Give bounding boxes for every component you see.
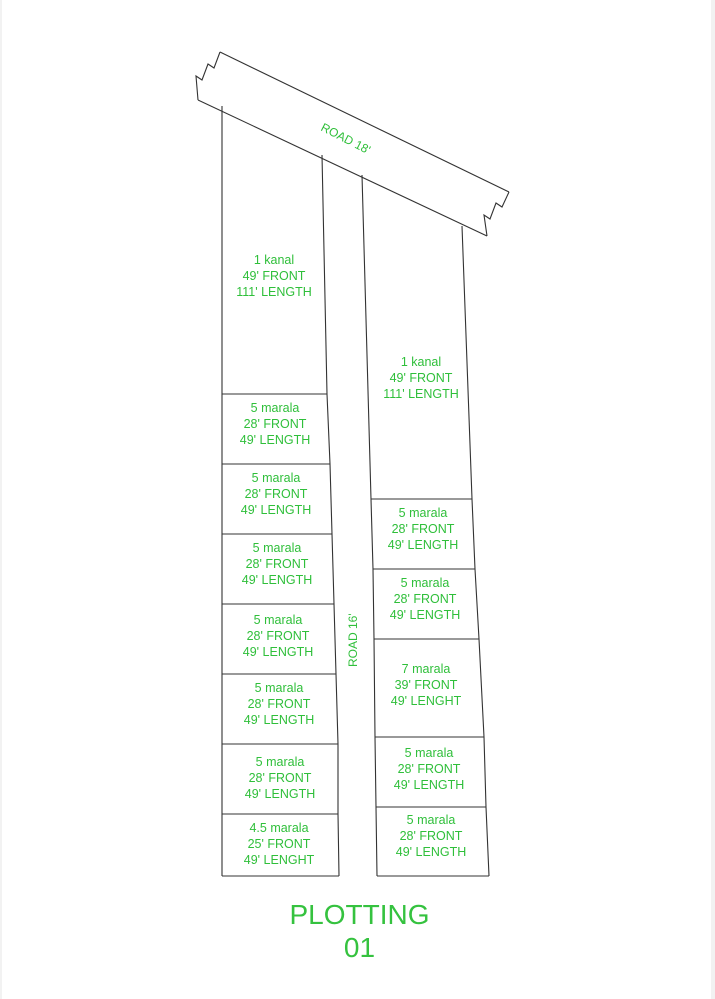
plot-size: 5 marala (398, 506, 448, 520)
plot-label (391, 662, 462, 708)
plot-front: 25' FRONT (247, 837, 311, 851)
plot-front: 28' FRONT (247, 697, 311, 711)
drawing-sheet (2, 0, 711, 999)
plot-front: 49' FRONT (389, 371, 453, 385)
plot-label (240, 401, 310, 447)
plot-front: 28' FRONT (393, 592, 457, 606)
plot-front: 49' FRONT (242, 269, 306, 283)
plot-label (390, 576, 460, 622)
plot-length: 49' LENGTH (387, 538, 459, 552)
right-plot-labels (383, 355, 466, 859)
side-road-label: ROAD 16' (346, 613, 360, 667)
plot-size: 5 marala (252, 541, 302, 555)
plot-front: 28' FRONT (391, 522, 455, 536)
plot-length: 49' LENGTH (244, 787, 316, 801)
plot-size: 5 marala (255, 755, 305, 769)
plot-label (394, 746, 464, 792)
plot-length: 49' LENGTH (239, 433, 311, 447)
plot-label (244, 821, 315, 867)
plot-length: 49' LENGTH (393, 778, 465, 792)
plot-front: 28' FRONT (248, 771, 312, 785)
plot-size: 5 marala (253, 613, 303, 627)
plot-label (388, 506, 458, 552)
plot-length: 49' LENGTH (389, 608, 461, 622)
plot-label (396, 813, 466, 859)
plot-label (241, 471, 311, 517)
plot-size: 5 marala (404, 746, 454, 760)
road-break-right (484, 192, 509, 236)
plot-size: 5 marala (400, 576, 450, 590)
plot-size: 7 marala (401, 662, 451, 676)
plot-plan-drawing (2, 0, 715, 999)
plot-size: 5 marala (250, 401, 300, 415)
plot-size: 1 kanal (400, 355, 442, 369)
plot-length: 111' LENGTH (236, 285, 312, 299)
plot-label (245, 755, 315, 801)
plot-length: 111' LENGTH (383, 387, 459, 401)
left-plot-labels (236, 253, 315, 867)
plot-front: 28' FRONT (397, 762, 461, 776)
main-road-top-edge (220, 52, 509, 192)
plot-length: 49' LENGTH (240, 503, 312, 517)
main-road (196, 52, 509, 236)
plot-front: 28' FRONT (245, 557, 309, 571)
plot-length: 49' LENGHT (243, 853, 315, 867)
plot-label (242, 541, 312, 587)
plot-size: 5 marala (254, 681, 304, 695)
plot-front: 39' FRONT (394, 678, 458, 692)
plot-length: 49' LENGTH (243, 713, 315, 727)
plot-label (244, 681, 314, 727)
plot-front: 28' FRONT (244, 487, 308, 501)
title-line-1: PLOTTING (289, 899, 430, 930)
plot-front: 28' FRONT (243, 417, 307, 431)
plot-front: 28' FRONT (399, 829, 463, 843)
plot-size: 5 marala (406, 813, 456, 827)
plot-label (236, 253, 312, 299)
plot-size: 1 kanal (253, 253, 295, 267)
plot-length: 49' LENGTH (241, 573, 313, 587)
plot-size: 5 marala (251, 471, 301, 485)
road-break-left (196, 52, 220, 100)
plot-length: 49' LENGHT (390, 694, 462, 708)
main-road-bottom-edge (198, 100, 487, 236)
plot-label (243, 613, 313, 659)
plot-length: 49' LENGTH (242, 645, 314, 659)
main-road-label: ROAD 18' (318, 120, 373, 158)
plot-size: 4.5 marala (249, 821, 309, 835)
plot-label (383, 355, 459, 401)
title-line-2: 01 (343, 932, 376, 963)
plot-front: 28' FRONT (246, 629, 310, 643)
plot-length: 49' LENGTH (395, 845, 467, 859)
plotting-title (2, 898, 715, 964)
